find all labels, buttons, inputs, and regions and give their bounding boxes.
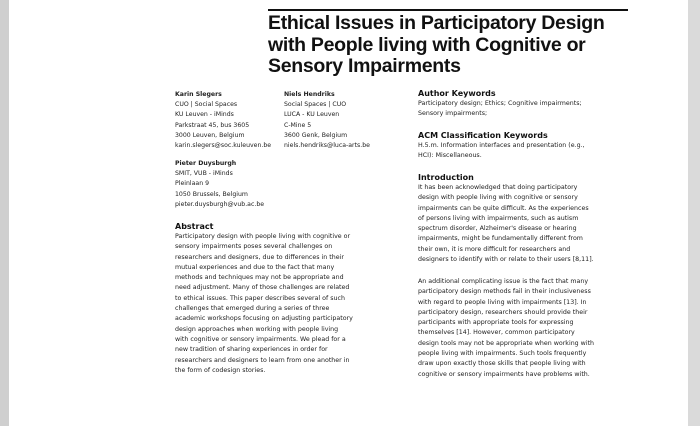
text-line: participatory design methods fail in their inclusiveness [418, 288, 591, 296]
author-name: Pieter Duysburgh [175, 160, 237, 167]
right-viewer-margin [688, 0, 700, 426]
text-line: impairments, might be fundamentally different from [418, 235, 583, 243]
text-line: spectrum disorder, Alzheimer's disease or hearing [418, 225, 577, 233]
abstract-body [175, 232, 353, 376]
left-viewer-margin [0, 0, 9, 426]
text-line: Participatory design; Ethics; Cognitive impairments; [418, 100, 582, 107]
text-line: with regard to people living with impairments [13]. In [418, 298, 587, 306]
author-address: Pleinlaan 9 [175, 180, 210, 188]
text-line: designers to identify with or relate to their users [8,11]. [418, 256, 594, 264]
author-name: Karin Slegers [175, 91, 222, 98]
text-line: with cognitive or sensory impairments. We plead for a [175, 335, 346, 343]
text-line: their own, it is more difficult for researchers and [418, 245, 571, 253]
text-line: participatory design, researchers should provide their [418, 308, 588, 316]
author-block-3 [175, 159, 264, 210]
author-affiliation: Social Spaces | CUO [284, 101, 347, 109]
author-name: Niels Hendriks [284, 91, 335, 98]
text-line: mutual experiences and due to the fact that many [175, 263, 335, 271]
keywords-heading: Author Keywords [418, 89, 496, 98]
text-line: challenges that emerged during a series of three [175, 305, 330, 313]
author-email: karin.slegers@soc.kuleuven.be [175, 142, 272, 150]
title-line: Sensory Impairments [268, 55, 461, 77]
title-line: Ethical Issues in Participatory Design [268, 12, 605, 34]
text-line: draw upon exactly those skills that people living with [418, 360, 586, 368]
abstract-heading: Abstract [175, 222, 214, 231]
author-block-2 [284, 90, 370, 151]
paper-title [268, 13, 638, 78]
text-line: people living with impairments. Such tools frequently [418, 350, 587, 358]
text-line: It has been acknowledged that doing participatory [418, 184, 578, 191]
text-line: the form of codesign stories. [175, 366, 266, 374]
text-line: design tools may not be appropriate when working with [418, 339, 595, 347]
text-line: methods and techniques may not be appropriate and [175, 274, 344, 282]
text-line: to ethical issues. This paper describes several of such [175, 294, 345, 302]
author-affiliation: LUCA - KU Leuven [284, 111, 340, 119]
text-line: Sensory impairments; [418, 110, 488, 118]
text-line: Participatory design with people living with cognitive or [175, 233, 351, 240]
text-line: participants with appropriate tools for expressing [418, 319, 574, 327]
author-address: C-Mine 5 [284, 121, 312, 129]
text-line: HCI): Miscellaneous. [418, 152, 482, 160]
text-line: academic workshops focusing on adjusting participatory [175, 315, 353, 323]
keywords-body [418, 99, 582, 120]
text-line: researchers and designers to learn from one another in [175, 356, 350, 364]
text-line: cognitive or sensory impairments have problems with. [418, 370, 590, 378]
text-line: sensory impairments poses several challenges on [175, 243, 333, 251]
author-affiliation: SMIT, VUB - iMinds [175, 170, 233, 178]
title-rule [268, 9, 628, 11]
acm-heading: ACM Classification Keywords [418, 131, 548, 140]
text-line: need adjustment. Many of those challenges are related [175, 284, 350, 292]
introduction-heading: Introduction [418, 173, 474, 182]
text-line: of persons living with impairments, such as autism [418, 214, 579, 222]
text-line: new tradition of sharing experiences in order for [175, 346, 328, 354]
text-line: impairments can be quite difficult. As the experiences [418, 204, 589, 212]
introduction-paragraph-2 [418, 277, 594, 380]
author-affiliation: CUO | Social Spaces [175, 101, 238, 109]
text-line: design with people living with cognitive or sensory [418, 194, 578, 202]
author-email: niels.hendriks@luca-arts.be [284, 142, 370, 150]
text-line: researchers and designers, due to differences in their [175, 253, 344, 261]
author-address: 3600 Genk, Belgium [284, 131, 348, 139]
author-address: Parkstraat 45, bus 3605 [175, 121, 250, 129]
text-line: H.5.m. Information interfaces and presentation (e.g., [418, 142, 585, 149]
acm-body [418, 141, 585, 162]
introduction-paragraph-1 [418, 183, 594, 265]
author-block-1 [175, 90, 271, 151]
text-line: design approaches when working with people living [175, 325, 339, 333]
author-address: 3000 Leuven, Belgium [175, 131, 245, 139]
title-line: with People living with Cognitive or [268, 33, 586, 56]
text-line: An additional complicating issue is the fact that many [418, 278, 589, 285]
author-email: pieter.duysburgh@vub.ac.be [175, 200, 265, 208]
author-address: 1050 Brussels, Belgium [175, 190, 248, 198]
author-affiliation: KU Leuven - iMinds [175, 111, 234, 119]
text-line: themselves [14]. However, common participatory [418, 329, 575, 337]
